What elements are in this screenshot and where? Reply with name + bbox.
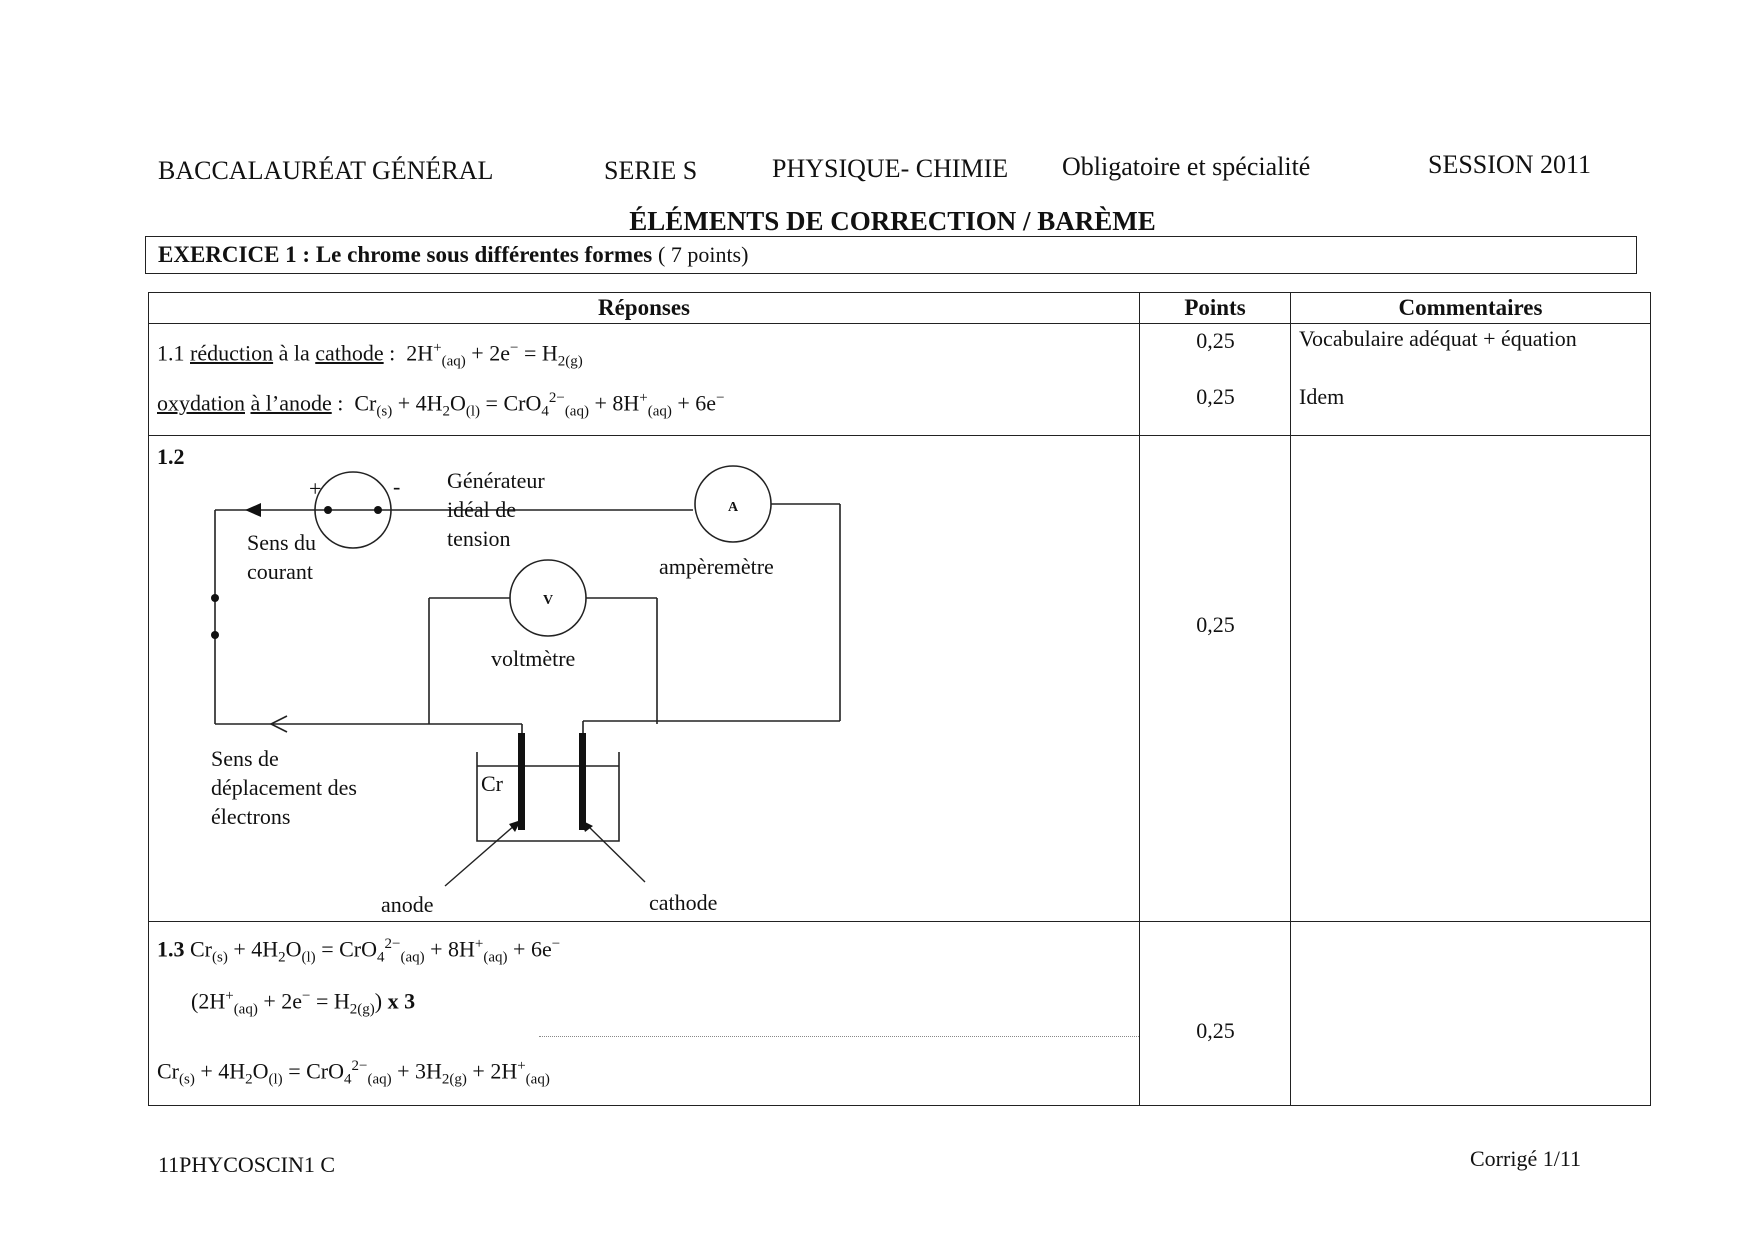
exercise-label: EXERCICE 1 :: [158, 242, 311, 267]
points-1-1-a: 0,25: [1196, 328, 1235, 353]
voltmeter-symbol: V: [542, 593, 554, 608]
comment-1-1-a: Vocabulaire adéquat + équation: [1299, 326, 1577, 351]
current-label-1: Sens du: [247, 530, 317, 555]
comment-1-1-b: Idem: [1299, 384, 1345, 409]
col-points: Points: [1140, 293, 1291, 324]
answer-1-1-line1: 1.1 réduction à la cathode : $2H^+_{(aq)} + 2e^- = H_{2(g)}$: [157, 340, 583, 370]
ammeter-symbol: A: [727, 500, 739, 515]
q11-num: 1.1: [157, 340, 185, 366]
generator-label-2: idéal de: [447, 497, 517, 522]
generator-label-3: tension: [447, 526, 511, 551]
generator-minus: -: [393, 474, 401, 499]
answer-1-1-line2: oxydation à l’anode : $Cr_{(s)} + 4H_2O_{(l)} = CrO_4^{2-}_{(aq)} + 8H^+_{(aq)} + 6e^-$: [157, 390, 725, 420]
electron-label-2: déplacement des: [211, 775, 357, 800]
electron-label-1: Sens de: [211, 746, 279, 771]
current-label-2: courant: [247, 559, 313, 584]
points-1-3: [1140, 922, 1291, 1106]
footer-page: Corrigé 1/11: [1470, 1146, 1581, 1171]
circuit-diagram: [149, 436, 1140, 922]
q13-num: 1.3: [157, 936, 185, 962]
exercise-box: [145, 236, 1637, 274]
q12-num: 1.2: [157, 444, 185, 469]
table-row: [149, 324, 1651, 436]
q11-mid: à la: [278, 340, 310, 366]
table-row: [149, 436, 1651, 922]
anode-label: anode: [381, 892, 434, 917]
q11-oxydation: oxydation: [157, 390, 245, 416]
comments-1-1: [1291, 324, 1651, 436]
col-comments: Commentaires: [1291, 293, 1651, 324]
q11-cathode: cathode: [315, 340, 384, 366]
q11-colon: :: [389, 340, 396, 366]
header-option: Obligatoire et spécialité: [1062, 152, 1311, 181]
header-session: SESSION 2011: [1428, 150, 1592, 179]
answer-1-3-line2: $(2H^+_{(aq)} + 2e^- = H_{2(g)})$ x 3: [191, 988, 416, 1018]
table-header-row: [149, 293, 1651, 324]
header-subject: PHYSIQUE- CHIMIE: [772, 154, 1009, 183]
points-1-3-value: 0,25: [1196, 1018, 1235, 1043]
voltmeter-label: voltmètre: [491, 646, 576, 671]
chromium-label: Cr: [481, 771, 503, 796]
answer-1-3-line3: $Cr_{(s)} + 4H_2O_{(l)} = CrO_4^{2-}_{(aq)} + 3H_{2(g)} + 2H^+_{(aq)}$: [157, 1058, 550, 1088]
ammeter-label: ampèremètre: [659, 554, 774, 579]
footer-code: 11PHYCOSCIN1 C: [158, 1152, 336, 1177]
header-serie: SERIE S: [604, 156, 698, 185]
comments-1-3: [1291, 922, 1651, 1106]
answer-1-3-line1: 1.3 $Cr_{(s)} + 4H_2O_{(l)} = CrO_4^{2-}_{(aq)} + 8H^+_{(aq)} + 6e^-$: [157, 936, 561, 966]
exercise-heading: [158, 242, 748, 268]
answer-1-2: [149, 436, 1140, 922]
answer-1-1: [149, 324, 1140, 436]
points-1-1-b: 0,25: [1196, 384, 1235, 409]
col-reponses: Réponses: [149, 293, 1140, 324]
exercise-points: ( 7 points): [658, 242, 749, 267]
electron-label-3: électrons: [211, 804, 291, 829]
generator-plus: +: [309, 476, 322, 501]
points-1-2-value: 0,25: [1196, 612, 1235, 637]
table-row: [149, 922, 1651, 1106]
header-bac: BACCALAURÉAT GÉNÉRAL: [158, 156, 494, 185]
sum-separator: [539, 1036, 1139, 1037]
points-1-1: [1140, 324, 1291, 436]
points-1-2: [1140, 436, 1291, 922]
comments-1-2: [1291, 436, 1651, 922]
exercise-name: Le chrome sous différentes formes: [315, 242, 653, 267]
answer-1-3: [149, 922, 1140, 1106]
q11-mid2: à l’anode: [250, 390, 332, 416]
cathode-label: cathode: [649, 890, 718, 915]
correction-table: [148, 292, 1651, 1106]
generator-label-1: Générateur: [447, 468, 545, 493]
q13-times: x 3: [387, 988, 416, 1014]
q11-reduction: réduction: [190, 340, 274, 366]
q11-colon2: :: [337, 390, 344, 416]
page-title: ÉLÉMENTS DE CORRECTION / BARÈME: [629, 206, 1156, 236]
